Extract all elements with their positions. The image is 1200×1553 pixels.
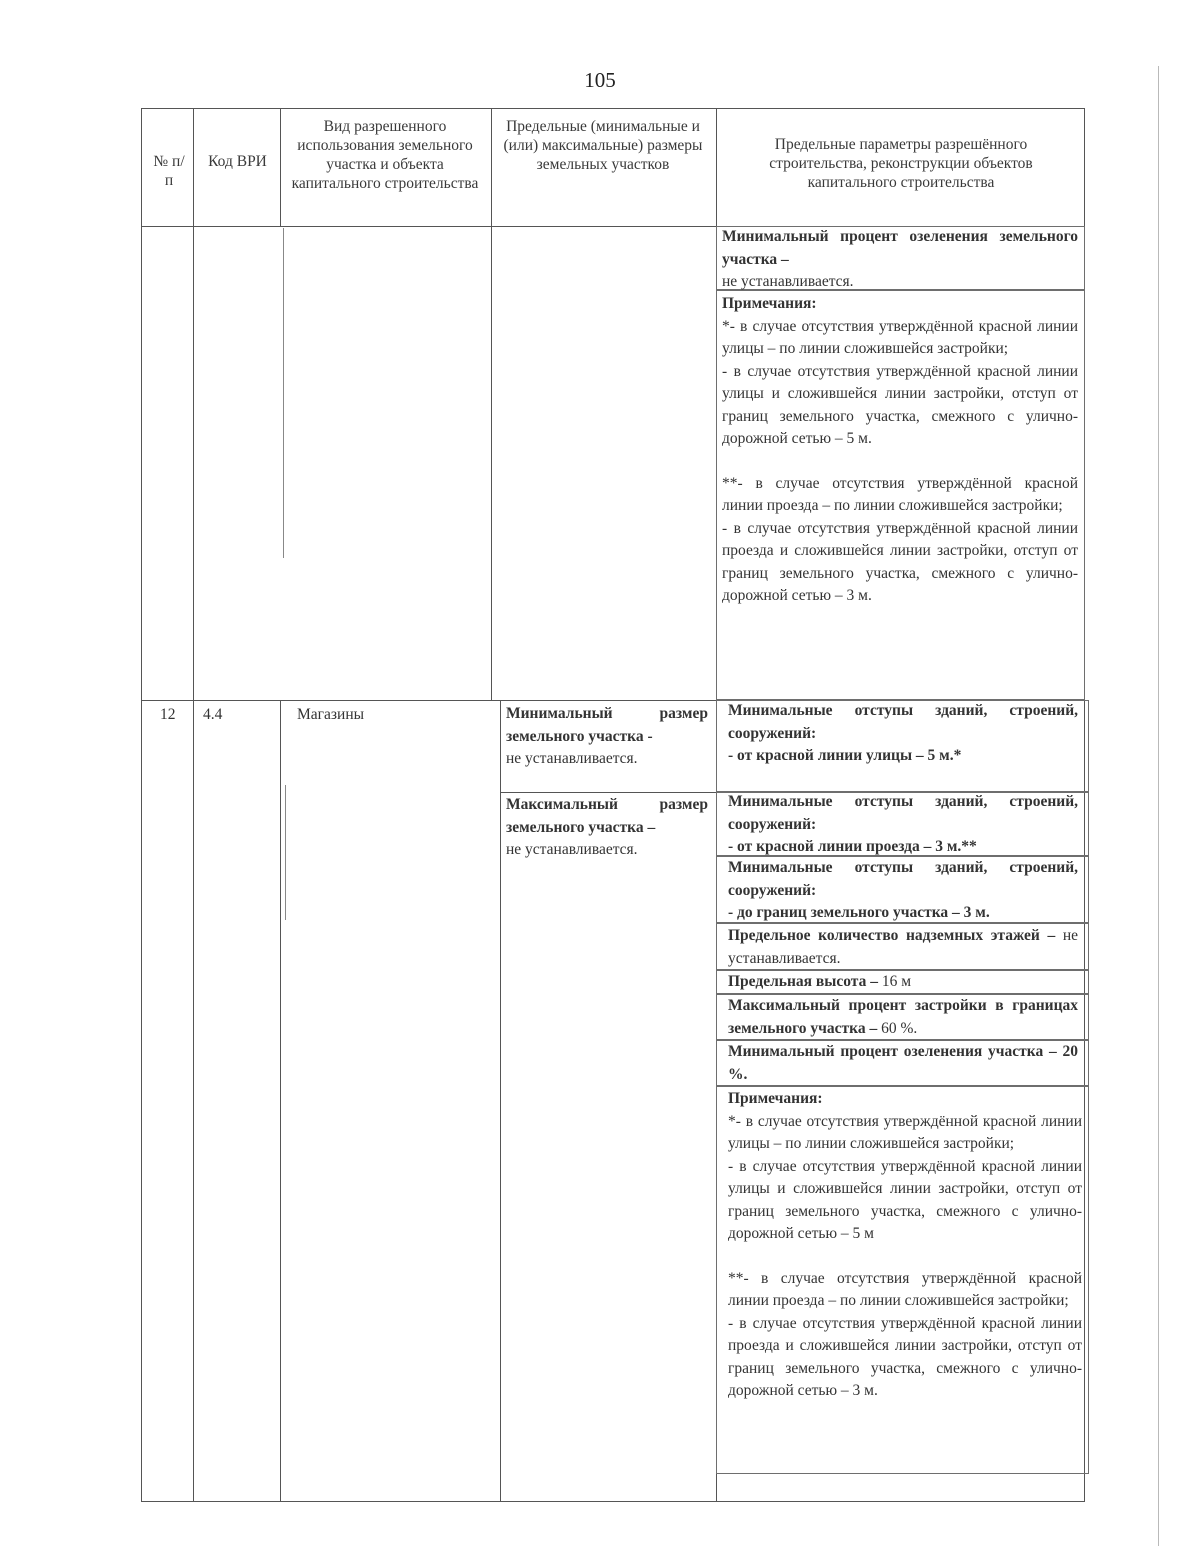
col-divider-2 bbox=[280, 108, 281, 226]
row-code: 4.4 bbox=[203, 706, 223, 723]
param-floors bbox=[728, 925, 1078, 970]
header-number: № п/п bbox=[153, 153, 185, 189]
col-divider-3 bbox=[491, 108, 492, 700]
param-4-value: не устанавливается. bbox=[728, 927, 1079, 967]
col-divider-2b bbox=[280, 700, 281, 1502]
param-3-title: Минимальные отступы зданий, строений, сооружений: bbox=[728, 859, 1078, 899]
note-1a: *- в случае отсутствия утверждённой красной линии улицы – по линии сложившейся застройки; bbox=[722, 317, 1078, 357]
notes-continued bbox=[722, 293, 1078, 608]
param-green bbox=[728, 1041, 1078, 1086]
plot-size-max-value: не устанавливается. bbox=[506, 841, 638, 858]
row-number: 12 bbox=[160, 706, 176, 723]
param-4-title: Предельное количество надземных этажей – bbox=[728, 927, 1056, 944]
row-use-type: Магазины bbox=[297, 706, 365, 723]
param-height bbox=[728, 971, 1078, 994]
param-2-title: Минимальные отступы зданий, строений, сооружений: bbox=[728, 793, 1078, 833]
green-min-value: не устанавливается. bbox=[722, 273, 854, 290]
plot-size-max-title: Максимальный размер земельного участка – bbox=[506, 796, 708, 836]
note-1b: - в случае отсутствия утверждённой красной линии улицы и сложившейся линии застройки, отступ от границ земельного участка, смежного с улично-дорожной сетью – 5 м bbox=[728, 1157, 1082, 1242]
param-setback-plot bbox=[728, 857, 1078, 925]
header-code: Код ВРИ bbox=[208, 153, 267, 170]
note-2a: **- в случае отсутствия утверждённой красной линии проезда – по линии сложившейся застройки; bbox=[728, 1269, 1082, 1309]
param-7-title: Минимальный процент озеленения участка – bbox=[728, 1043, 1057, 1060]
param-7-value: 20 %. bbox=[728, 1043, 1078, 1083]
param-setback-street bbox=[728, 700, 1078, 768]
param-3-value: - до границ земельного участка – 3 м. bbox=[728, 904, 990, 921]
plot-size-min-value: не устанавливается. bbox=[506, 750, 638, 767]
header-plot-size: Предельные (минимальные и (или) максимальные) размеры земельных участков bbox=[503, 118, 703, 173]
plot-size-min-title: Минимальный размер земельного участка - bbox=[506, 705, 708, 745]
page-number: 105 bbox=[584, 68, 616, 92]
param-6-value: 60 %. bbox=[881, 1019, 918, 1037]
note-1b: - в случае отсутствия утверждённой красной линии улицы и сложившейся линии застройки, отступ от границ земельного участка, смежного с улично-дорожной сетью – 5 м. bbox=[722, 362, 1078, 447]
header-use-type: Вид разрешенного использования земельного участка и объекта капитального строительства bbox=[291, 118, 479, 192]
header-build-params: Предельные параметры разрешённого строительства, реконструкции объектов капитального строительства bbox=[769, 136, 1033, 191]
scan-edge-line bbox=[1158, 66, 1159, 1546]
param-1-title: Минимальные отступы зданий, строений, сооружений: bbox=[728, 702, 1078, 742]
green-min-continued bbox=[722, 226, 1078, 294]
param-coverage bbox=[728, 995, 1078, 1040]
param-setback-driveway bbox=[728, 791, 1078, 859]
note-2b: - в случае отсутствия утверждённой красной линии проезда и сложившейся линии застройки, отступ от границ земельного участка, смежного с улично-дорожной сетью – 3 м. bbox=[722, 519, 1078, 604]
plot-size-min bbox=[506, 703, 708, 771]
plot-size-max bbox=[506, 794, 708, 862]
note-1a: *- в случае отсутствия утверждённой красной линии улицы – по линии сложившейся застройки; bbox=[728, 1112, 1082, 1152]
notes-row12 bbox=[728, 1088, 1082, 1403]
green-min-title: Минимальный процент озеленения земельного участка – bbox=[722, 228, 1078, 268]
param-1-value: - от красной линии улицы – 5 м.* bbox=[728, 747, 962, 764]
notes-title: Примечания: bbox=[722, 295, 817, 312]
notes-title: Примечания: bbox=[728, 1090, 823, 1107]
note-2a: **- в случае отсутствия утверждённой красной линии проезда – по линии сложившейся застройки; bbox=[722, 474, 1078, 514]
param-2-value: - от красной линии проезда – 3 м.** bbox=[728, 838, 977, 855]
col-divider-1 bbox=[193, 108, 194, 1502]
param-5-value: 16 м bbox=[881, 973, 912, 990]
col-divider-3b bbox=[500, 700, 501, 1502]
size-divider bbox=[500, 792, 716, 793]
param-5-title: Предельная высота – bbox=[728, 973, 878, 990]
note-2b: - в случае отсутствия утверждённой красной линии проезда и сложившейся линии застройки, отступ от границ земельного участка, смежного с улично-дорожной сетью – 3 м. bbox=[728, 1314, 1082, 1399]
scan-artifact-line bbox=[285, 785, 286, 920]
scan-artifact-line bbox=[283, 228, 284, 558]
param-6-title: Максимальный процент застройки в границах земельного участка – bbox=[728, 997, 1078, 1037]
